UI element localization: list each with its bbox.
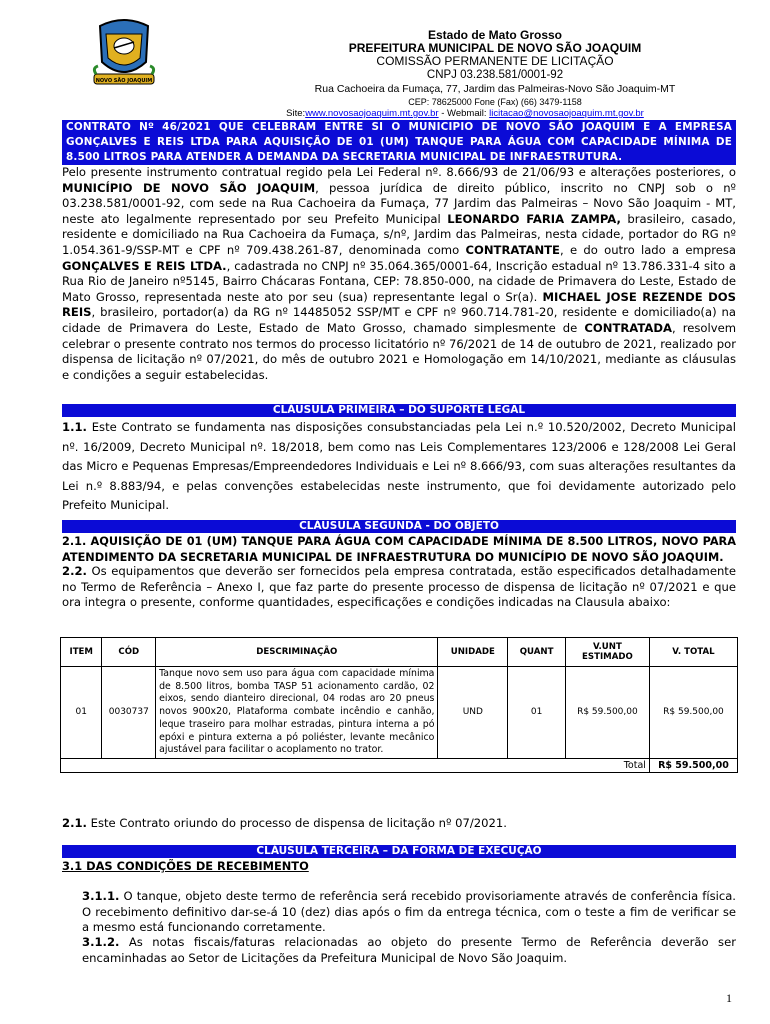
site-line (200, 108, 730, 119)
contract-title: CONTRATO Nº 46/2021 QUE CELEBRAM ENTRE SI O MUNICIPIO DE NOVO SÃO JOAQUIM E A EMPRESA GONÇALVES E REIS LTDA PARA AQUISIÇÃO DE 01 (UM) TANQUE PARA ÁGUA COM CAPACIDADE MÍNIMA DE 8.500 LITROS PARA ATENDER A DEMANDA DA SECRETARIA MUNICIPAL DE INFRAESTRUTURA. (62, 120, 736, 165)
table-header-row (61, 638, 738, 667)
clause-3-1-2-paragraph: 3.1.2. As notas fiscais/faturas relacionadas ao objeto do presente Termo de Referência deverão ser encaminhadas ao Setor de Licitações da Prefeitura Municipal de Novo São Joaquim. (82, 935, 736, 965)
cell-quant: 01 (508, 667, 566, 759)
municipal-coat-of-arms-icon (92, 12, 156, 96)
clause-3-title: CLÁUSULA TERCEIRA – DA FORMA DE EXECUÇÃO (62, 845, 736, 858)
page-number: 1 (726, 991, 732, 1005)
col-header-item: ITEM (61, 638, 102, 667)
cell-unit: UND (438, 667, 508, 759)
clause-2-title: CLÁUSULA SEGUNDA - DO OBJETO (62, 520, 736, 533)
total-label: Total (61, 758, 650, 772)
col-header-unit: UNIDADE (438, 638, 508, 667)
total-value: R$ 59.500,00 (649, 758, 737, 772)
prefeitura-name: PREFEITURA MUNICIPAL DE NOVO SÃO JOAQUIM (348, 41, 642, 55)
state-name: Estado de Mato Grosso (427, 28, 563, 42)
clause-2-1b-paragraph: 2.1. Este Contrato oriundo do processo de dispensa de licitação nº 07/2021. (62, 816, 507, 830)
preamble-paragraph: Pelo presente instrumento contratual regido pela Lei Federal nº. 8.666/93 de 21/06/93 e alterações posteriores, o MUNICÍPIO DE NOVO SÃO JOAQUIM, pessoa jurídica de direito público, inscrito no CNPJ sob o nº 03.238.581/0001-92, com sede na Rua Cachoeira da Fumaça, 77 Jardim das Palmeiras – Novo São Joaquim - MT, neste ato legalmente representado por seu Prefeito Municipal LEONARDO FARIA ZAMPA, brasileiro, casado, residente e domiciliado na Rua Cachoeira da Fumaça, s/nº, Jardim das Palmeiras, nesta cidade, portador do RG nº 1.054.361-9/SSP-MT e CPF nº 709.438.261-87, denominada como CONTRATANTE, e do outro lado a empresa GONÇALVES E REIS LTDA., cadastrada no CNPJ nº 35.064.365/0001-64, Inscrição estadual nº 13.786.331-4 sito a Rua Rio de Janeiro nº5145, Bairro Chácaras Fontana, CEP: 78.850-000, na cidade de Primavera do Leste, Estado de Mato Grosso, representada neste ato por seu (sua) representante legal o Sr(a). MICHAEL JOSE REZENDE DOS REIS, brasileiro, portador(a) da RG nº 14485052 SSP/MT e CPF nº 960.714.781-20, residente e domiciliado(a) na cidade de Primavera do Leste, Estado de Mato Grosso, chamado simplesmente de CONTRATADA, resolvem celebrar o presente contrato nos termos do processo licitatório nº 76/2021 de 14 de outubro de 2021, realizado por dispensa de licitação nº 07/2021, do mês de outubro 2021 e Homologação em 14/10/2021, mediante as cláusulas e condições a seguir estabelecidas. (62, 165, 737, 382)
clause-3-1-subtitle: 3.1 DAS CONDIÇÕES DE RECEBIMENTO (62, 859, 309, 873)
cell-unit-value: R$ 59.500,00 (565, 667, 649, 759)
table-row (61, 667, 738, 759)
table-total-row (61, 758, 738, 772)
col-header-unit-value: V.UNT ESTIMADO (565, 638, 649, 667)
commission-name: COMISSÃO PERMANENTE DE LICITAÇÃO (376, 54, 614, 68)
col-header-quant: QUANT (508, 638, 566, 667)
clause-1-title: CLÁUSULA PRIMEIRA – DO SUPORTE LEGAL (62, 404, 736, 417)
address: Rua Cachoeira da Fumaça, 77, Jardim das Palmeiras-Novo São Joaquim-MT (314, 83, 676, 95)
logo-banner-text: NOVO SÃO JOAQUIM (95, 78, 153, 84)
site-label: Site: (286, 108, 306, 119)
col-header-cod: CÓD (102, 638, 156, 667)
webmail-label: - Webmail: (438, 108, 490, 119)
clause-2-1-paragraph: 2.1. AQUISIÇÃO DE 01 (UM) TANQUE PARA ÁGUA COM CAPACIDADE MÍNIMA DE 8.500 LITROS, NOVO PARA ATENDIMENTO DA SECRETARIA MUNICIPAL DE INFRAESTRUTURA DO MUNICÍPIO DE NOVO SÃO JOAQUIM. (62, 535, 736, 564)
col-header-description: DESCRIMINAÇÃO (156, 638, 438, 667)
cnpj: CNPJ 03.238.581/0001-92 (426, 69, 564, 81)
items-table (60, 637, 738, 773)
clause-3-1-1-paragraph: 3.1.1. O tanque, objeto deste termo de referência será recebido provisoriamente através de conferência física. O recebimento definitivo dar-se-á 10 (dez) dias após o fim da entrega técnica, com o teste a fim de verificar se a mesmo está funcionando corretamente. (82, 889, 736, 935)
col-header-total-value: V. TOTAL (649, 638, 737, 667)
cell-description: Tanque novo sem uso para água com capacidade mínima de 8.500 litros, bomba TASP 51 acionamento cardão, 02 eixos, sendo dianteiro direcional, 04 rodas aro 20 pneus novos 900x20, Plataforma combate incêndio e canhão, leque traseiro para molhar estradas, pintura interna a pó epóxi e pintura externa a pó poliéster, levante mecânico ajustável para facilitar o acoplamento no trator. (156, 667, 438, 759)
clause-2-2-paragraph: 2.2. Os equipamentos que deverão ser fornecidos pela empresa contratada, estão especificados detalhadamente no Termo de Referência – Anexo I, que faz parte do presente processo de dispensa de licitação nº 07/2021 e que ora integra o presente, conforme quantidades, especificações e condições indicadas na Clausula abaixo: (62, 564, 736, 610)
cell-item: 01 (61, 667, 102, 759)
site-link[interactable]: www.novosaojoaquim.mt.gov.br (305, 108, 439, 119)
clause-1-1-paragraph: 1.1. Este Contrato se fundamenta nas disposições consubstanciadas pela Lei n.º 10.520/2002, Decreto Municipal nº. 16/2009, Decreto Municipal nº. 18/2018, bem como nas Leis Complementares 123/2006 e 128/2008 Lei Geral das Micro e Pequenas Empresas/Empreendedores Individuais e Lei nº 8.666/93, com suas alterações resultantes da Lei n.º 8.883/94, e pelas convenções estabelecidas neste instrumento, que foi devidamente autorizado pelo Prefeito Municipal. (62, 420, 736, 512)
cep-phone: CEP: 78625000 Fone (Fax) (66) 3479-1158 (408, 97, 582, 107)
cell-cod: 0030737 (102, 667, 156, 759)
cell-total-value: R$ 59.500,00 (649, 667, 737, 759)
webmail-link[interactable]: licitacao@novosaojoaquim.mt.gov.br (489, 108, 644, 119)
